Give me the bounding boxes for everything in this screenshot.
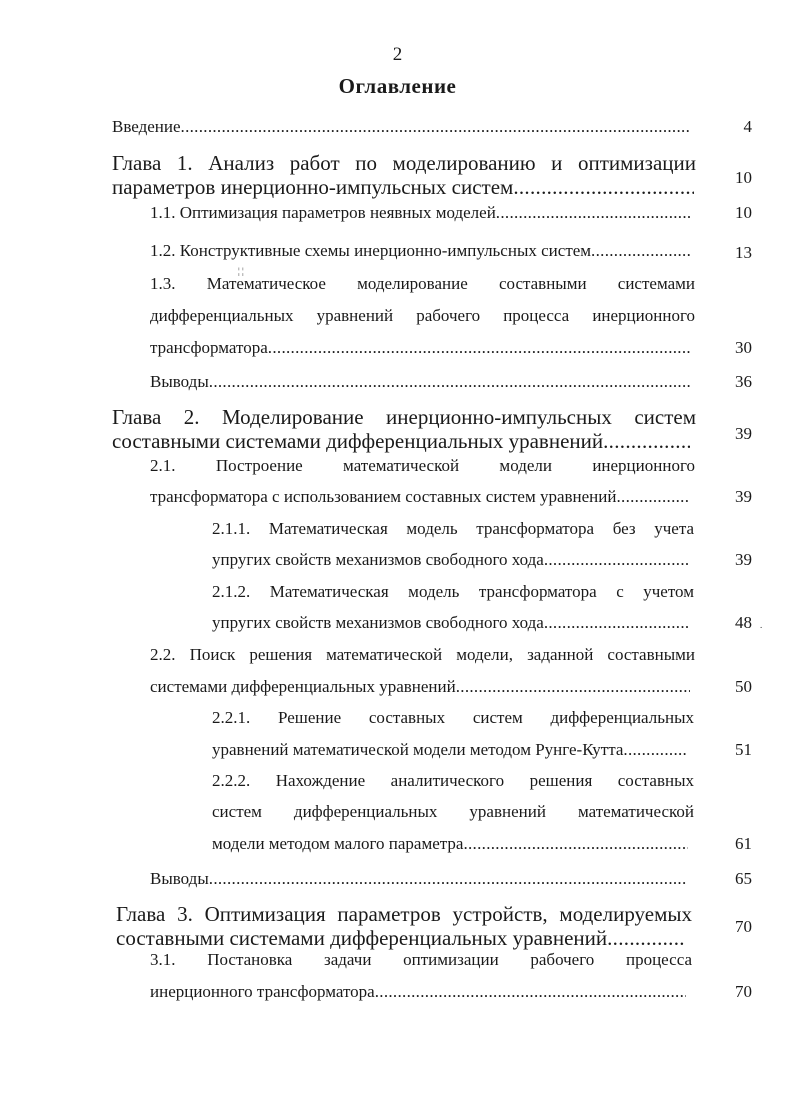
chapter-1-line-2-text: параметров инерционно-импульсных систем: [112, 175, 514, 199]
leader-dots: [456, 676, 690, 698]
toc-entry-1-1: [150, 202, 690, 224]
toc-title: Оглавление: [338, 74, 457, 98]
chapter-2-line-2: [112, 429, 690, 453]
toc-entry-1-2-label: 1.2. Конструктивные схемы инерционно-импульсных систем: [150, 241, 592, 260]
leader-dots: [268, 337, 690, 359]
scan-mark: .: [760, 620, 763, 630]
toc-page-2-1: 39: [735, 487, 752, 506]
toc-page-ch3: 70: [735, 917, 752, 936]
page-number: 2: [392, 44, 403, 65]
toc-entry-3-1-line-1: 3.1. Постановка задачи оптимизации рабочего процесса: [150, 950, 692, 969]
toc-entry-2-1-line-2: [150, 486, 690, 508]
toc-entry-ch2-conclusions: [150, 868, 686, 890]
chapter-3-line-2: [116, 926, 686, 950]
toc-entry-1-1-label: 1.1. Оптимизация параметров неявных моделей: [150, 203, 496, 222]
toc-page-2-2-1: 51: [735, 740, 752, 759]
toc-page-ch2: 39: [735, 424, 752, 443]
leader-dots: [544, 612, 688, 634]
leader-dots: [603, 429, 690, 453]
chapter-2-line-1: Глава 2. Моделирование инерционно-импульсных систем: [112, 405, 696, 429]
toc-page-1-3: 30: [735, 338, 752, 357]
toc-page-ch1: 10: [735, 168, 752, 187]
toc-entry-1-2: [150, 240, 690, 262]
toc-page-2-2: 50: [735, 677, 752, 696]
toc-page-2-1-2: 48: [735, 613, 752, 632]
toc-entry-2-2-line-2-text: системами дифференциальных уравнений: [150, 677, 456, 696]
toc-entry-intro: [112, 116, 690, 138]
leader-dots: [544, 549, 688, 571]
toc-entry-2-1-1-line-2-text: упругих свойств механизмов свободного хода: [212, 550, 544, 569]
leader-dots: [607, 926, 686, 950]
leader-dots: [463, 833, 688, 855]
chapter-1-line-2: [112, 175, 694, 199]
toc-page-1-1: 10: [735, 203, 752, 222]
leader-dots: [375, 981, 686, 1003]
chapter-3-line-2-text: составными системами дифференциальных уравнений: [116, 926, 608, 950]
toc-entry-2-1-line-2-text: трансформатора с использованием составных систем уравнений: [150, 487, 617, 506]
toc-entry-2-2-2-line-3-text: модели методом малого параметра: [212, 834, 464, 853]
leader-dots: [616, 486, 690, 508]
toc-entry-ch1-conclusions: [150, 371, 690, 393]
toc-entry-2-2-1-line-2-text: уравнений математической модели методом Рунге-Кутта: [212, 740, 624, 759]
chapter-3-line-1: Глава 3. Оптимизация параметров устройств, моделируемых: [116, 902, 692, 926]
toc-entry-intro-label: Введение: [112, 117, 181, 136]
toc-page-1-2: 13: [735, 243, 752, 262]
toc-entry-1-3-line-3: [150, 337, 690, 359]
leader-dots: [181, 116, 690, 138]
toc-page-3-1: 70: [735, 982, 752, 1001]
leader-dots: [623, 739, 688, 761]
chapter-2-line-2-text: составными системами дифференциальных уравнений: [112, 429, 604, 453]
toc-entry-2-2-line-1: 2.2. Поиск решения математической модели, заданной составными: [150, 645, 695, 664]
leader-dots: [209, 868, 686, 890]
toc-page-2-1-1: 39: [735, 550, 752, 569]
toc-page-ch1-conclusions: 36: [735, 372, 752, 391]
toc-entry-2-2-1-line-1: 2.2.1. Решение составных систем дифференциальных: [212, 708, 694, 727]
toc-entry-2-1-2-line-2: [212, 612, 688, 634]
toc-entry-2-2-2-line-1: 2.2.2. Нахождение аналитического решения составных: [212, 771, 694, 790]
toc-entry-ch1-conclusions-label: Выводы: [150, 372, 209, 391]
toc-entry-2-1-line-1: 2.1. Построение математической модели инерционного: [150, 456, 695, 475]
toc-entry-2-2-line-2: [150, 676, 690, 698]
toc-entry-2-2-1-line-2: [212, 739, 688, 761]
leader-dots: [513, 175, 694, 199]
toc-entry-1-3-line-1: 1.3. Математическое моделирование составными системами: [150, 274, 695, 293]
toc-page-2-2-2: 61: [735, 834, 752, 853]
scan-mark: ¦ ¦: [238, 266, 244, 276]
toc-entry-ch2-conclusions-label: Выводы: [150, 869, 209, 888]
toc-entry-3-1-line-2: [150, 981, 686, 1003]
leader-dots: [591, 240, 690, 262]
toc-entry-3-1-line-2-text: инерционного трансформатора: [150, 982, 375, 1001]
toc-entry-2-1-2-line-2-text: упругих свойств механизмов свободного хода: [212, 613, 544, 632]
leader-dots: [496, 202, 690, 224]
toc-entry-1-3-line-3-text: трансформатора: [150, 338, 268, 357]
toc-entry-2-2-2-line-3: [212, 833, 688, 855]
toc-entry-2-2-2-line-2: систем дифференциальных уравнений математической: [212, 802, 694, 821]
toc-page-ch2-conclusions: 65: [735, 869, 752, 888]
toc-entry-2-1-2-line-1: 2.1.2. Математическая модель трансформатора с учетом: [212, 582, 694, 601]
toc-page-intro: 4: [743, 117, 752, 136]
leader-dots: [209, 371, 690, 393]
toc-entry-1-3-line-2: дифференциальных уравнений рабочего процесса инерционного: [150, 306, 695, 325]
chapter-1-line-1: Глава 1. Анализ работ по моделированию и оптимизации: [112, 151, 696, 175]
toc-entry-2-1-1-line-2: [212, 549, 688, 571]
toc-entry-2-1-1-line-1: 2.1.1. Математическая модель трансформатора без учета: [212, 519, 694, 538]
